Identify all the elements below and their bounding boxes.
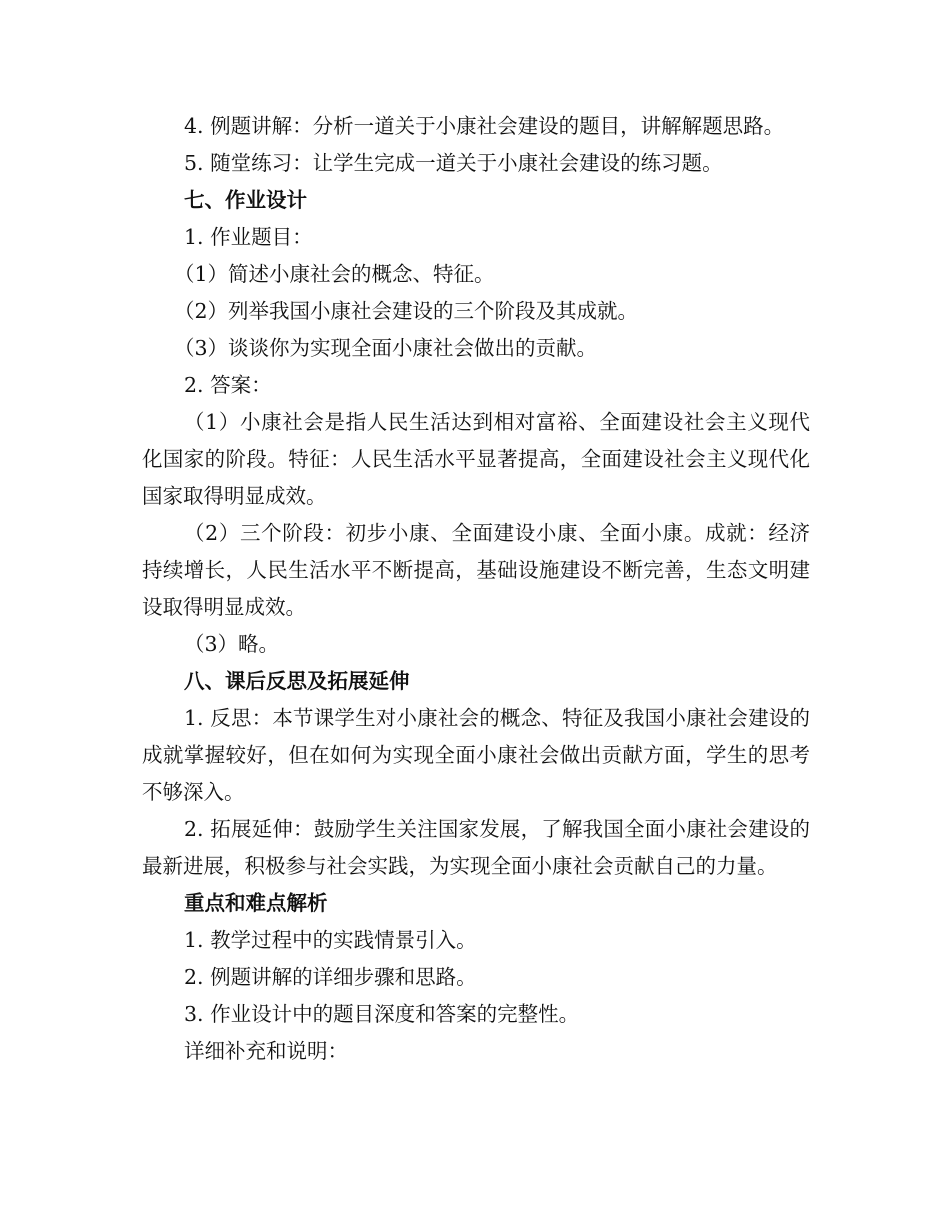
section-heading-homework-design: 七、作业设计 (184, 188, 307, 212)
answer-1: （1）小康社会是指人民生活达到相对富裕、全面建设社会主义现代化国家的阶段。特征：人民生活水平显著提高，全面建设社会主义现代化国家取得明显成效。 (142, 410, 810, 508)
key-point-1: 1. 教学过程中的实践情景引入。 (184, 928, 477, 952)
answers-label: 2. 答案： (184, 373, 272, 397)
key-point-2: 2. 例题讲解的详细步骤和思路。 (184, 965, 477, 989)
section-heading-key-points: 重点和难点解析 (184, 891, 328, 915)
section-heading-reflection-extension: 八、课后反思及拓展延伸 (184, 669, 410, 693)
step-in-class-practice: 5. 随堂练习：让学生完成一道关于小康社会建设的练习题。 (184, 151, 723, 175)
supplement-label: 详细补充和说明： (184, 1039, 348, 1063)
homework-question-2: （2）列举我国小康社会建设的三个阶段及其成就。 (174, 299, 639, 323)
extension-paragraph: 2. 拓展延伸：鼓励学生关注国家发展，了解我国全面小康社会建设的最新进展，积极参与社会实践，为实现全面小康社会贡献自己的力量。 (142, 817, 810, 878)
homework-question-1: （1）简述小康社会的概念、特征。 (174, 262, 495, 286)
step-example-explanation: 4. 例题讲解：分析一道关于小康社会建设的题目，讲解解题思路。 (184, 114, 785, 138)
reflection-paragraph: 1. 反思：本节课学生对小康社会的概念、特征及我国小康社会建设的成就掌握较好，但在如何为实现全面小康社会做出贡献方面，学生的思考不够深入。 (142, 706, 810, 804)
homework-question-3: （3）谈谈你为实现全面小康社会做出的贡献。 (174, 336, 598, 360)
key-point-3: 3. 作业设计中的题目深度和答案的完整性。 (184, 1002, 580, 1026)
document-body (142, 108, 810, 1070)
answer-3: （3）略。 (184, 632, 280, 656)
homework-questions-label: 1. 作业题目： (184, 225, 313, 249)
answer-2: （2）三个阶段：初步小康、全面建设小康、全面小康。成就：经济持续增长，人民生活水平不断提高，基础设施建设不断完善，生态文明建设取得明显成效。 (142, 521, 810, 619)
